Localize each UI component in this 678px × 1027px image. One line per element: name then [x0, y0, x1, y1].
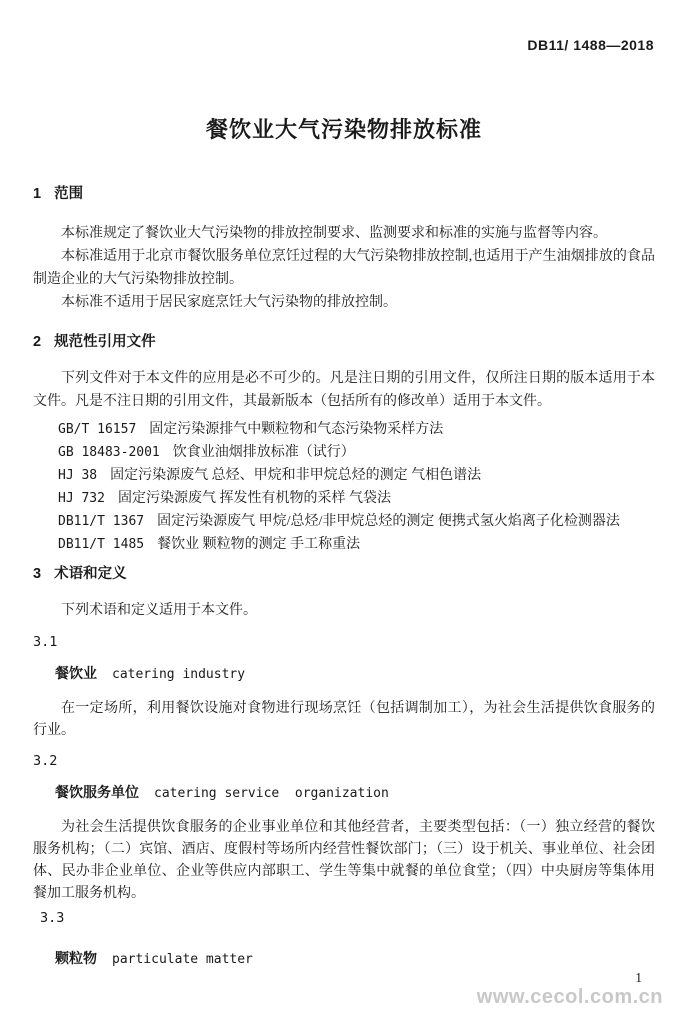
reference-item — [33, 533, 655, 556]
term-en-label: catering industry — [112, 667, 246, 682]
section-1-title: 范围 — [54, 186, 84, 202]
watermark: www.cecol.com.cn — [476, 986, 663, 1008]
term-3-1-definition: 在一定场所，利用餐饮设施对食物进行现场烹饪（包括调制加工），为社会生活提供饮食服务的行业。 — [33, 701, 655, 738]
reference-code: DB11/T 1367 — [58, 514, 145, 529]
reference-list — [33, 418, 655, 556]
term-3-1-number: 3.1 — [33, 634, 58, 650]
section-1-heading — [33, 184, 655, 204]
paragraph: 本标准规定了餐饮业大气污染物的排放控制要求、监测要求和标准的实施与监督等内容。 — [61, 226, 607, 241]
term-3-2-heading — [33, 781, 655, 805]
reference-title: 固定污染源废气 挥发性有机物的采样 气袋法 — [117, 491, 391, 506]
reference-item — [33, 510, 655, 533]
term-3-1-heading — [33, 662, 655, 686]
section-3-title: 术语和定义 — [54, 566, 127, 582]
reference-code: GB 18483-2001 — [58, 445, 160, 460]
section-2-intro: 下列文件对于本文件的应用是必不可少的。凡是注日期的引用文件，仅所注日期的版本适用于本文件。凡是不注日期的引用文件，其最新版本（包括所有的修改单）适用于本文件。 — [33, 371, 655, 409]
page-title: 餐饮业大气污染物排放标准 — [205, 117, 482, 142]
reference-title: 固定污染源废气 甲烷/总烃/非甲烷总烃的测定 便携式氢火焰离子化检测器法 — [157, 514, 620, 529]
term-3-2-number: 3.2 — [33, 753, 58, 769]
reference-code: HJ 732 — [58, 491, 105, 506]
term-3-2-definition: 为社会生活提供饮食服务的企业事业单位和其他经营者，主要类型包括：（一）独立经营的餐饮服务机构；（二）宾馆、酒店、度假村等场所内经营性餐饮部门；（三）设于机关、事业单位、社会团体、民办非企业单位、企业等供应内部职工、学生等集中就餐的单位食堂；（四）中央厨房等集体用餐加工服务机构。 — [33, 820, 655, 901]
reference-item — [33, 418, 655, 441]
reference-item — [33, 464, 655, 487]
term-zh-label: 餐饮业 — [55, 665, 97, 681]
section-3-intro: 下列术语和定义适用于本文件。 — [61, 603, 257, 618]
term-en-label: catering service organization — [154, 786, 389, 801]
term-zh-label: 餐饮服务单位 — [55, 784, 139, 800]
reference-title: 固定污染源排气中颗粒物和气态污染物采样方法 — [149, 422, 444, 437]
paragraph: 本标准不适用于居民家庭烹饪大气污染物的排放控制。 — [61, 295, 397, 310]
section-2-title: 规范性引用文件 — [54, 334, 156, 350]
term-en-label: particulate matter — [112, 952, 253, 967]
term-3-3-number: 3.3 — [40, 910, 65, 926]
term-zh-label: 颗粒物 — [55, 950, 97, 966]
page-number: 1 — [635, 970, 642, 985]
section-2-number: 2 — [33, 334, 42, 350]
paragraph: 本标准适用于北京市餐饮服务单位烹饪过程的大气污染物排放控制,也适用于产生油烟排放的食品制造企业的大气污染物排放控制。 — [33, 249, 655, 287]
reference-code: GB/T 16157 — [58, 422, 137, 437]
section-3-heading — [33, 564, 655, 584]
doc-number: DB11/ 1488—2018 — [527, 37, 654, 53]
section-2-heading — [33, 332, 655, 352]
section-1-body — [33, 222, 655, 314]
section-3-number: 3 — [33, 566, 42, 582]
reference-item — [33, 441, 655, 464]
reference-title: 固定污染源废气 总烃、甲烷和非甲烷总烃的测定 气相色谱法 — [110, 468, 482, 483]
reference-code: HJ 38 — [58, 468, 98, 483]
reference-title: 餐饮业 颗粒物的测定 手工称重法 — [157, 537, 361, 552]
section-1-number: 1 — [33, 186, 42, 202]
term-3-3-heading — [33, 947, 655, 971]
reference-code: DB11/T 1485 — [58, 537, 145, 552]
reference-item — [33, 487, 655, 510]
reference-title: 饮食业油烟排放标准（试行） — [172, 445, 355, 460]
